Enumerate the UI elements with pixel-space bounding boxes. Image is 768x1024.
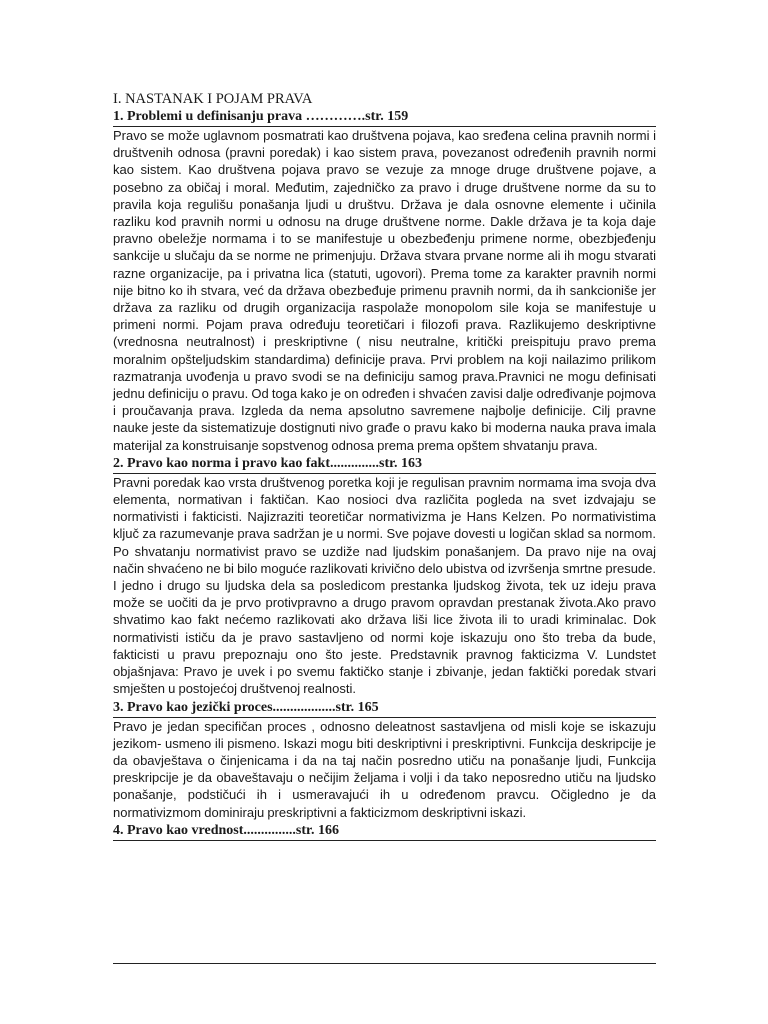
chapter-title: I. NASTANAK I POJAM PRAVA bbox=[113, 91, 313, 107]
section-heading: 2. Pravo kao norma i pravo kao fakt..............str. 163 bbox=[113, 455, 656, 474]
section-paragraph: Pravo se može uglavnom posmatrati kao društvena pojava, kao sređena celina pravnih normi i društvenih odnosa (pravni poredak) i kao sistem prava, povezanost određenih pravnih normi kao sistem. Kao društvena pojava pravo se vezuje za mnoge druge društvene pojave, a posebno za običaj i moral. Međutim, zajedničko za pravo i druge društvene norme da su to pravila koja regulišu ponašanja ljudi u društvu. Država je dala osnovne elemente i učinila razliku kod pravnih normi u odnosu na druge društvene norme. Dakle država je ta koja daje pravno obeležje normama i to se manifestuje u obezbeđenju primene norme, obezbjeđenju sankcije u slučaju da se norme ne primenjuju. Država stvara prvane norme ali ih mogu stvarati razne organizacije, pa i privatna lica (statuti, ugovori). Prema tome za karakter pravnih normi nije bitno ko ih stvara, već da država obezbeđuje primenu pravnih normi, da ih sankcioniše jer država za razliku od drugih organizacija raspolaže monopolom sile koja se manifestuje u primeni normi. Pojam prava određuju teoretičari i filozofi prava. Razlikujemo deskriptivne (vrednosna neutralnost) i preskriptivne ( nisu neutralne, kritički preispituju pravo prema moralnim opšteljudskim standardima) definicije prava. Prvi problem na koji nailazimo prilikom razmatranja uvođenja u pravo svodi se na definiciju samog prava.Pravnici ne mogu definisati jednu definiciju o pravu. Od toga kako je on određen i shvaćen zavisi dalje određivanje pojmova i proučavanja prava. Izgleda da nema apsolutno savremene najbolje definicije. Cilj pravne nauke jeste da sistematizuje dostignuti nivo građe o pravu kako bi moderna nauka prava imala materijal za konstruisanje sopstvenog odnosa prema prema opštem shvatanju prava. bbox=[113, 128, 656, 453]
section-4 bbox=[113, 822, 656, 841]
section-paragraph: Pravni poredak kao vrsta društvenog poretka koji je regulisan pravnim normama ima svoja dva elementa, normativan i faktičan. Kao nosioci dva različita pogleda na svet izdvajaju se normativisti i fakticisti. Najizraziti teoretičar normativizma je Hans Kelzen. Po normativistima ključ za razumevanje prava sadržan je u normi. Sve pojave dovesti u logičan sklad sa normom. Po shvatanju normativist pravo se uzdiže nad ljudskim ponašanjem. Da pravo nije na ovaj način shvaćeno ne bi bilo moguće razlikovati krivično delo ubistva od izvršenja smrtne presude. I jedno i drugo su ljudska dela sa posledicom prestanka ljudskog života, tek uz ideju prava može se uočiti da je prvo protivpravno a drugo pravom opravdan prestanak života.Ako pravo shvatimo kao fakt nećemo razlikovati ako država liši lice života ili to uradi kriminalac. Dok normativisti ističu da je pravo sastavljeno od normi koje iskazuju ono što treba da bude, fakticisti u pravu prepoznaju ono što jeste. Predstavnik pravnog fakticizma V. Lundstet objašnjava: Pravo je uvek i po svemu faktičko stanje i zbivanje, jedan faktički poredak stvari smješten u postojećoj društvenoj realnosti. bbox=[113, 474, 656, 697]
section-2 bbox=[113, 455, 656, 698]
section-heading: 1. Problemi u definisanju prava ………….str. 159 bbox=[113, 108, 656, 127]
section-heading: 3. Pravo kao jezički proces..................str. 165 bbox=[113, 699, 656, 718]
document-content bbox=[113, 91, 656, 841]
section-3 bbox=[113, 699, 656, 821]
footer-divider bbox=[113, 963, 656, 964]
section-1 bbox=[113, 108, 656, 454]
section-paragraph: Pravo je jedan specifičan proces , odnosno deleatnost sastavljena od misli koje se iskazuju jezikom- usmeno ili pismeno. Iskazi mogu biti deskriptivni i preskriptivni. Funkcija deskripcije je da obavještava o činjenicama i da na taj način posredno utiču na ponašanje ljudi, Funkcija preskripcije je da obaveštavaju o nečijim željama i volji i da tako neposredno utiču na ljudsko ponašanje, podstičući ih i usmeravajući ih u određenom pravcu. Očigledno je da normativizmom dominiraju preskriptivni a fakticizmom deskriptivni iskazi. bbox=[113, 718, 656, 820]
section-heading: 4. Pravo kao vrednost...............str. 166 bbox=[113, 822, 656, 841]
